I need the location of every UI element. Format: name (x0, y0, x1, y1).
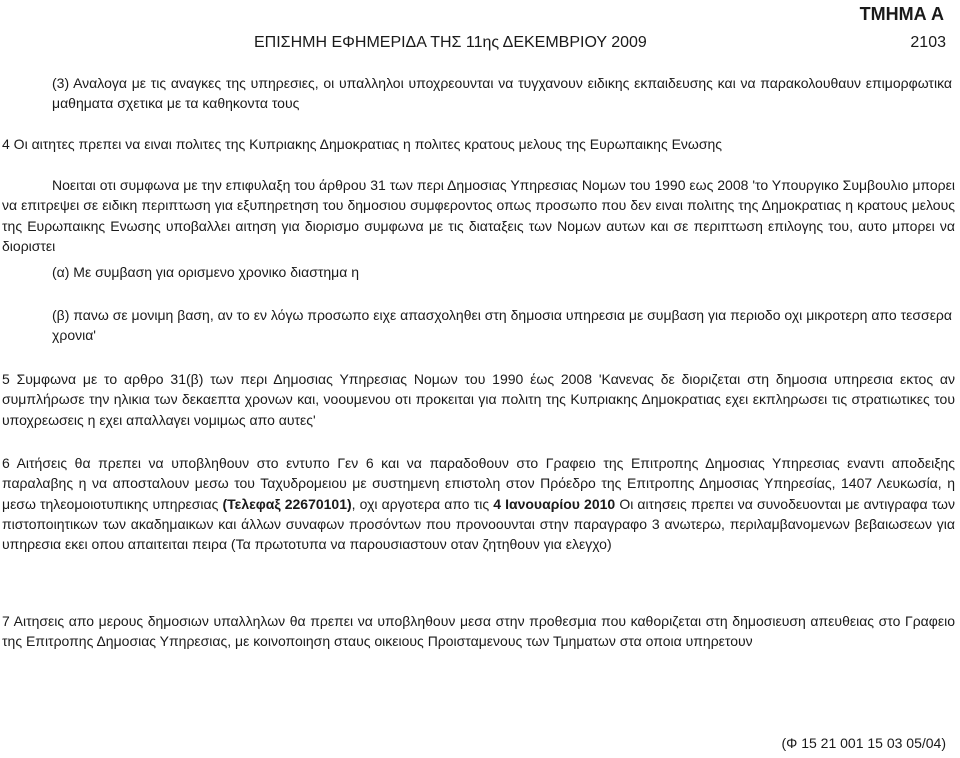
page-number: 2103 (910, 34, 946, 51)
paragraph-5: 5 Συμφωνα με το αρθρο 31(β) των περι Δημοσιας Υπηρεσιας Νομων του 1990 έως 2008 'Κανενας δε διοριζεται στη δημοσια υπηρεσια εκτος αν συμπλήρωσε την ηλικια των δεκαεπτα χρονων και, νοουμενου οτι προκειται για πολιτη της Κυπριακης Δημοκρατιας εχει εκπληρωσει τις στρατιωτικες του υποχρεωσεις η εχει απαλλαγει νομιμως απο αυτες' (2, 371, 955, 428)
paragraph-3: (3) Αναλογα με τις αναγκες της υπηρεσιες, οι υπαλληλοι υποχρεουνται να τυγχανουν ειδικης εκπαιδευσης και να παρακολουθαυν επιμορφωτικα μαθηματα σχετικα με τα καθηκοντα τους (52, 75, 952, 112)
paragraph-7: 7 Αιτησεις απο μερους δημοσιων υπαλληλων θα πρεπει να υποβληθουν μεσα στην προθεσμια που καθοριζεται στη δημοσιευση απευθειας στο Γραφειο της Επιτροπης Δημοσιας Υπηρεσιας, με κοινοποιηση σταυς οικειους Προισταμενους των Τμηματων στα οποια υπηρετουν (2, 613, 955, 650)
section-label: ΤΜΗΜΑ Α (859, 4, 944, 24)
paragraph-6-text-a: 6 Αιτήσεις θα πρεπει να υποβληθουν στο εντυπο Γεν 6 και να παραδοθουν στο Γραφειο της Επιτροπης Δημοσιας Υπηρεσιας εναντι αποδειξης παραλαβης η να αποσταλουν μεσω του Ταχυδρομειου με συστημενη επιστολη στον Πρόεδρο της Επιτροπης Δημοσιας Υπηρεσίας, 1407 Λευκωσία, η μεσω τηλεομοιοτυπικης υπηρεσιας (2, 455, 955, 512)
file-reference: (Φ 15 21 001 15 03 05/04) (781, 735, 946, 751)
paragraph-6 (2, 453, 955, 554)
paragraph-6-text-b: , οχι αργοτερα απο τις (351, 495, 494, 512)
paragraph-4-proviso: Νοειται οτι συμφωνα με την επιφυλαξη του άρθρου 31 των περι Δημοσιας Υπηρεσιας Νομων του 1990 εως 2008 'το Υπουργικο Συμβουλιο μπορει να επιτρεψει σε ειδικη περιπτωση για εξυπηρετηση του δημοσιου συμφεροντος οπως προσωπο που δεν ειναι πολιτης της Δημοκρατιας η κρατους μελους της Ευρωπαικης Ενωσης υποβαλλει αιτηση για διορισμο συμφωνα με τις διαταξεις των Νομων αυτων και σε περιπτωση επιλογης του, αυτο μπορει να διοριστει (2, 177, 955, 254)
item-b: (β) πανω σε μονιμη βαση, αν το εν λόγω προσωπο ειχε απασχοληθει στη δημοσια υπηρεσια με συμβαση για περιοδο οχι μικροτερη απο τεσσερα χρονια' (52, 307, 952, 344)
deadline-date: 4 Ιανουαρίου 2010 (493, 495, 616, 512)
item-a: (α) Με συμβαση για ορισμενο χρονικο διαστημα η (52, 264, 360, 280)
gazette-header-title: ΕΠΙΣΗΜΗ ΕΦΗΜΕΡΙΔΑ ΤΗΣ 11ης ΔΕΚΕΜΒΡΙΟΥ 2009 (254, 34, 647, 51)
paragraph-4: 4 Οι αιτητες πρεπει να ειναι πολιτες της Κυπριακης Δημοκρατιας η πολιτες κρατους μελους της Ευρωπαικης Ενωσης (2, 136, 723, 152)
paragraph-6-text-c: Οι αιτησεις πρεπει να συνοδευονται με αντιγραφα των πιστοποιητικων των ακαδημαικων και άλλων συναφων προσόντων που προνοουνται στην παραγραφο 3 ανωτερω, περιλαμβανομενων βεβαιωσεων για υπηρεσια εκει οπου απαιτειται πειρα (Τα πρωτοτυπα να παρουσιαστουν οταν ζητηθουν για ελεγχο) (2, 495, 955, 553)
fax-number: (Τελεφαξ 22670101) (222, 495, 352, 512)
